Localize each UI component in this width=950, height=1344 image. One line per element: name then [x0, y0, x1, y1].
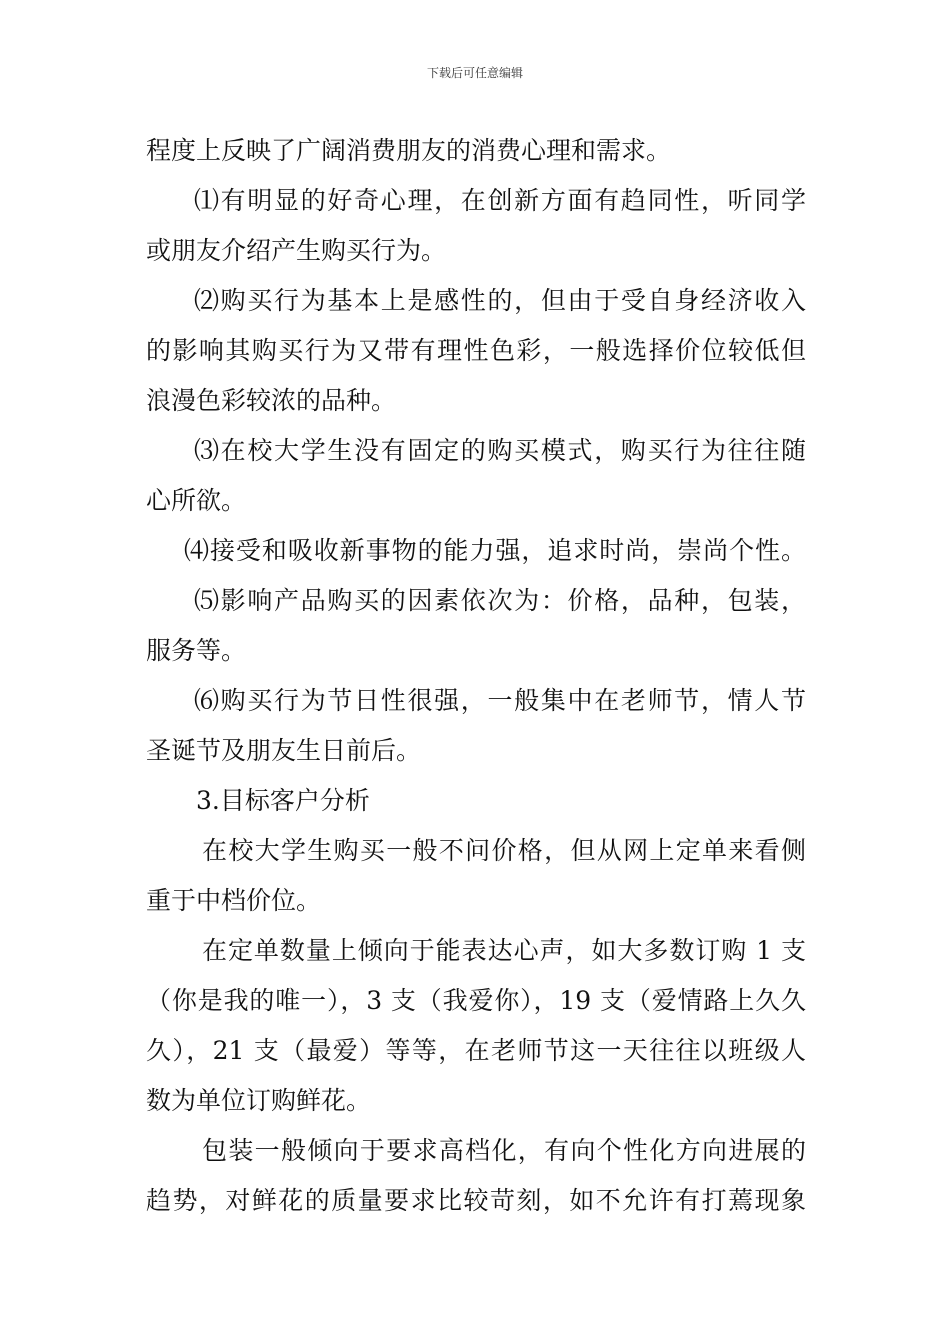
- text-line: 圣诞节及朋友生日前后。: [146, 736, 422, 765]
- list-item-5: ⑸影响产品购买的因素依次为：价格，品种，包装，: [194, 586, 806, 615]
- list-item-2: ⑵购买行为基本上是感性的，但由于受自身经济收入: [194, 286, 806, 315]
- text-line: 久），21 支（最爱）等等，在老师节这一天往往以班级人: [146, 1036, 806, 1065]
- text-line: 浪漫色彩较浓的品种。: [146, 386, 397, 415]
- text-line: 重于中档价位。: [146, 886, 322, 915]
- paragraph-start: 包装一般倾向于要求高档化，有向个性化方向进展的: [202, 1136, 806, 1165]
- text-line: 的影响其购买行为又带有理性色彩，一般选择价位较低但: [146, 336, 806, 365]
- text-line: 服务等。: [146, 636, 247, 665]
- list-item-6: ⑹购买行为节日性很强，一般集中在老师节，情人节: [194, 686, 806, 715]
- list-item-4: ⑷接受和吸收新事物的能力强，追求时尚，崇尚个性。: [184, 536, 806, 565]
- text-line: 或朋友介绍产生购买行为。: [146, 236, 447, 265]
- text-line: 趋势，对鲜花的质量要求比较苛刻，如不允许有打蔫现象: [146, 1186, 806, 1215]
- text-line: 程度上反映了广阔消费朋友的消费心理和需求。: [146, 136, 672, 165]
- list-item-3: ⑶在校大学生没有固定的购买模式，购买行为往往随: [194, 436, 806, 465]
- paragraph-start: 在定单数量上倾向于能表达心声，如大多数订购 1 支: [202, 936, 806, 965]
- list-item-1: ⑴有明显的好奇心理，在创新方面有趋同性，听同学: [194, 186, 806, 215]
- page-header: 下载后可任意编辑: [426, 66, 523, 80]
- section-heading: 3.目标客户分析: [196, 786, 370, 815]
- text-line: 心所欲。: [146, 486, 247, 515]
- paragraph-start: 在校大学生购买一般不问价格，但从网上定单来看侧: [202, 836, 806, 865]
- text-line: （你是我的唯一），3 支（我爱你），19 支（爱情路上久久: [146, 986, 806, 1015]
- text-line: 数为单位订购鲜花。: [146, 1086, 372, 1115]
- document-body: [146, 126, 806, 1226]
